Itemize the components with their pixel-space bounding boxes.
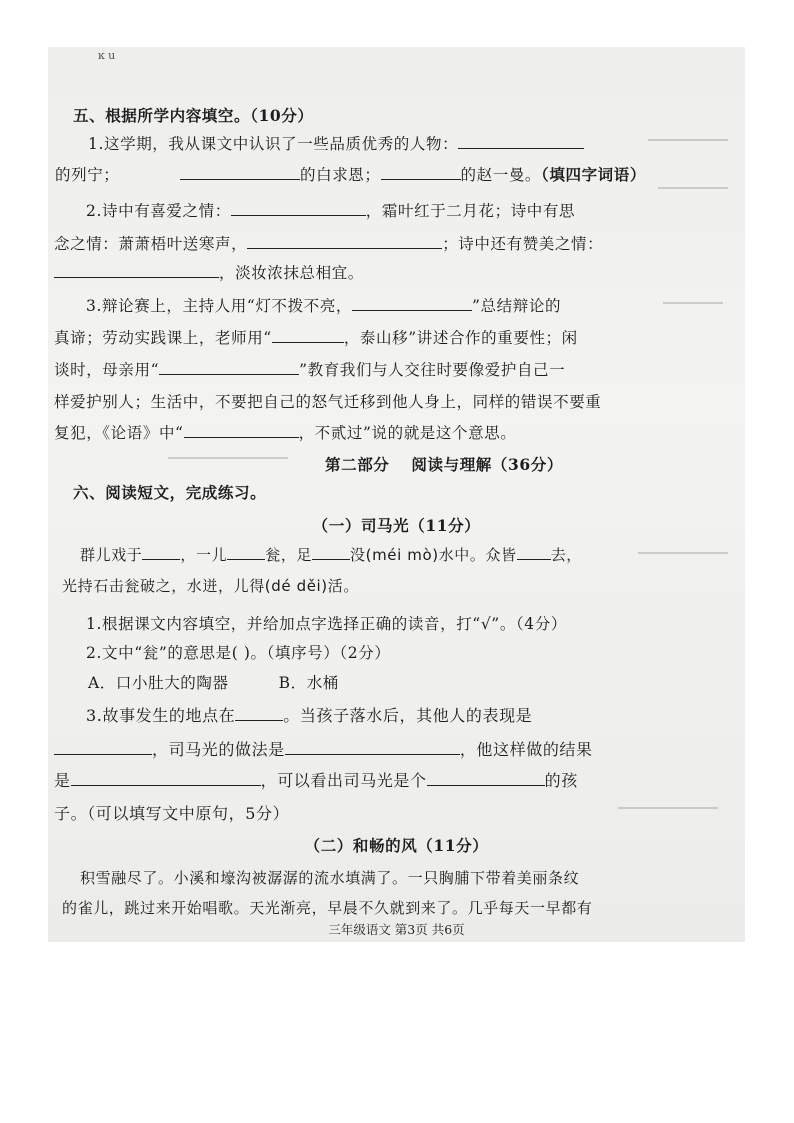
p1-question-3-line-2: ，司马光的做法是 ，他这样做的结果: [54, 737, 745, 760]
p1-question-2: 2.文中“瓮”的意思是( )。（填序号）（2分）: [86, 644, 391, 662]
section-5-title: 五、根据所学内容填空。（10分）: [73, 106, 314, 125]
p1-question-3-line-4: 子。（可以填写文中原句，5分）: [54, 804, 290, 823]
answer-blank[interactable]: [235, 719, 283, 721]
page-footer: 三年级语文 第3页 共6页: [328, 922, 465, 937]
q5-3-line-2: 真谛；劳动实践课上，老师用“ ，泰山移”讲述合作的重要性；闲: [54, 329, 578, 347]
option-b[interactable]: B．水桶: [278, 674, 339, 692]
answer-blank[interactable]: [381, 178, 461, 180]
q5-1-line-2: 的列宁； 的白求恩； 的赵一曼。（填四字词语）: [55, 165, 646, 184]
q5-2-line-1: 2.诗中有喜爱之情： ，霜叶红于二月花；诗中有思: [86, 202, 576, 220]
bleed-through-mark: [658, 187, 728, 189]
answer-blank[interactable]: [247, 247, 442, 249]
answer-blank[interactable]: [285, 753, 460, 755]
answer-blank[interactable]: [231, 214, 366, 216]
answer-blank[interactable]: [180, 178, 300, 180]
answer-blank[interactable]: [159, 373, 299, 375]
q5-3-line-3: 谈时，母亲用“ ”教育我们与人交往时要像爱护自己一: [54, 361, 566, 379]
q5-3-line-4: 样爱护别人；生活中，不要把自己的怒气迁移到他人身上，同样的错误不要重: [54, 393, 602, 411]
q5-3-line-5: 复犯，《论语》中“ ，不贰过”说的就是这个意思。: [54, 424, 517, 442]
passage-2-line-2: 的雀儿，跳过来开始唱歌。天光渐亮，早晨不久就到来了。几乎每天一早都有: [62, 899, 593, 917]
part-2-label: 第二部分: [325, 455, 390, 474]
answer-blank[interactable]: [54, 276, 219, 278]
bleed-through-mark: [168, 457, 288, 459]
answer-blank[interactable]: [352, 309, 472, 311]
p1-question-3-line-3: 是 ，可以看出司马光是个 的孩: [54, 771, 578, 790]
passage-1-line-1: 群儿戏于 ，一儿 瓮，足 没(méi mò)水中。众皆 去，: [80, 546, 582, 564]
p1-question-3-line-1: 3.故事发生的地点在 。当孩子落水后，其他人的表现是: [86, 706, 533, 725]
corner-mark: ĸ u: [98, 49, 116, 62]
answer-blank[interactable]: [142, 558, 180, 560]
answer-blank[interactable]: [227, 558, 265, 560]
q5-2-line-3: ，淡妆浓抹总相宜。: [54, 261, 745, 283]
answer-blank[interactable]: [184, 436, 299, 438]
answer-blank[interactable]: [71, 784, 261, 786]
passage-2-line-1: 积雪融尽了。小溪和壕沟被潺潺的流水填满了。一只胸脯下带着美丽条纹: [80, 869, 580, 887]
answer-blank[interactable]: [272, 341, 344, 343]
option-a[interactable]: A．口小肚大的陶器: [88, 674, 229, 692]
scanned-page-photo: [48, 47, 745, 942]
passage-1-line-2: 光持石击瓮破之，水迸，儿得(dé děi)活。: [62, 577, 359, 595]
q5-1-line-1: 1.这学期，我从课文中认识了一些品质优秀的人物：: [88, 132, 745, 154]
answer-blank[interactable]: [312, 558, 350, 560]
answer-blank[interactable]: [458, 147, 584, 149]
q5-2-line-2: 念之情：萧萧梧叶送寒声， ；诗中还有赞美之情：: [54, 235, 604, 253]
passage-2-title: （二）和畅的风（11分）: [304, 836, 489, 855]
answer-blank[interactable]: [54, 753, 152, 755]
section-6-title: 六、阅读短文，完成练习。: [73, 483, 267, 502]
answer-blank[interactable]: [517, 558, 551, 560]
part-2-header: [325, 453, 745, 475]
answer-blank[interactable]: [427, 784, 545, 786]
passage-1-title: （一）司马光（11分）: [312, 516, 481, 535]
p1-question-1: 1.根据课文内容填空，并给加点字选择正确的读音，打“√”。（4分）: [86, 615, 567, 633]
part-2-title: 阅读与理解（36分）: [411, 455, 563, 474]
q5-3-line-1: 3.辩论赛上，主持人用“灯不拨不亮， ”总结辩论的: [86, 297, 562, 315]
p1-options: [88, 671, 745, 693]
